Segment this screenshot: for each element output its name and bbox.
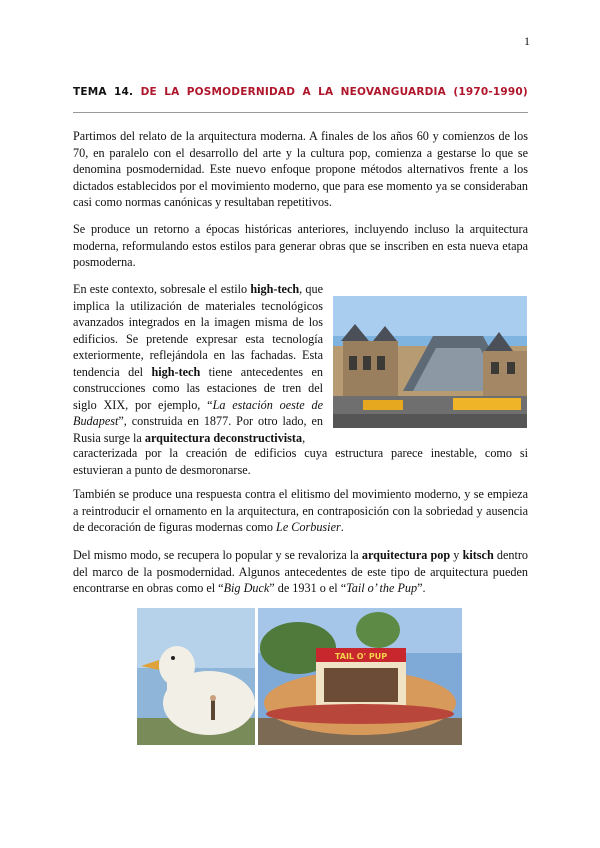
title-word: TEMA [73,86,107,98]
text-run: ”. [417,581,426,595]
bold-term: kitsch [462,548,494,562]
bold-term: arquitectura deconstructivista [144,430,303,445]
text-run: ” de 1931 o el “ [269,581,347,595]
page-number: 1 [524,34,530,48]
title-word: POSMODERNIDAD [186,86,296,98]
paragraph-ornament [73,486,528,536]
big-duck-photo [137,608,255,745]
text-run: Del mismo modo, se recupera lo popular y se revaloriza la [73,548,362,562]
text-run: y [450,548,463,562]
italic-term: La estación oeste de Budapest [73,397,323,428]
text-run: ”, construida en 1877. Por otro lado, en Rusia surge la [73,414,323,445]
text-run: tiene antecedentes en construcciones como las estaciones de tren del siglo XIX, por ejemplo, “ [73,364,323,412]
pup-sign-text: TAIL O' PUP [334,652,388,661]
title-word: 14. [114,86,134,98]
text-run: dentro del marco de la posmodernidad. Algunos antecedentes de este tipo de arquitectura pueden encontrarse en obras como el “ [73,548,529,595]
text-run: , que implica la utilización de materiales tecnológicos avanzados integrados en la imagen misma de los edificios. Se pretende expresar esta tecnología exteriormente, reflejándola en las fachadas. Esta tendencia del [73,282,323,379]
paragraph-historic-return: Se produce un retorno a épocas históricas anteriores, incluyendo incluso la arquitectura moderna, reformulando estos estilos para generar obras que se inscriben en esta nueva etapa posmoderna. [73,222,528,269]
budapest-station-photo [333,296,527,428]
bold-term: high-tech [151,364,201,379]
italic-term: Big Duck [223,581,270,595]
page-title [73,86,528,98]
title-word: LA [318,86,334,98]
italic-term: Le Corbusier [276,520,341,534]
italic-term: Tail o’ the Pup [346,581,418,595]
text-run: En este contexto, sobresale el estilo [73,282,251,296]
paragraph-high-tech-column [73,281,323,446]
title-word: NEOVANGUARDIA [340,86,446,98]
title-word: A [302,86,311,98]
bold-term: arquitectura pop [361,548,451,562]
title-word: DE [140,86,157,98]
title-word: (1970-1990) [453,86,528,98]
bold-term: high-tech [250,282,300,296]
paragraph-high-tech-tail: caracterizada por la creación de edificios cuya estructura parece inestable, como si estuvieran a punto de desmoronarse. [73,446,528,477]
text-run: También se produce una respuesta contra el elitismo del movimiento moderno, y se empieza a reintroducir el ornamento en la arquitectura, en contraposición con la sobriedad y ausencia de decoración de figuras modernas como [73,487,528,534]
title-word: LA [164,86,180,98]
title-divider [73,112,528,113]
paragraph-pop-kitsch [73,547,528,597]
text-run: . [340,520,344,534]
text-run: , [302,430,306,445]
paragraph-intro: Partimos del relato de la arquitectura moderna. A finales de los años 60 y comienzos de los 70, en paralelo con el desarrollo del arte y la cultura pop, comienza a gestarse lo que se denomina posmodernidad. Este nuevo enfoque propone métodos alternativos frente a los dictados establecidos por el movimiento moderno, que para ese momento ya se consideraban casi como normas canónicas y resultaban repetitivos. [73,129,528,209]
tail-o-the-pup-photo [258,608,462,745]
